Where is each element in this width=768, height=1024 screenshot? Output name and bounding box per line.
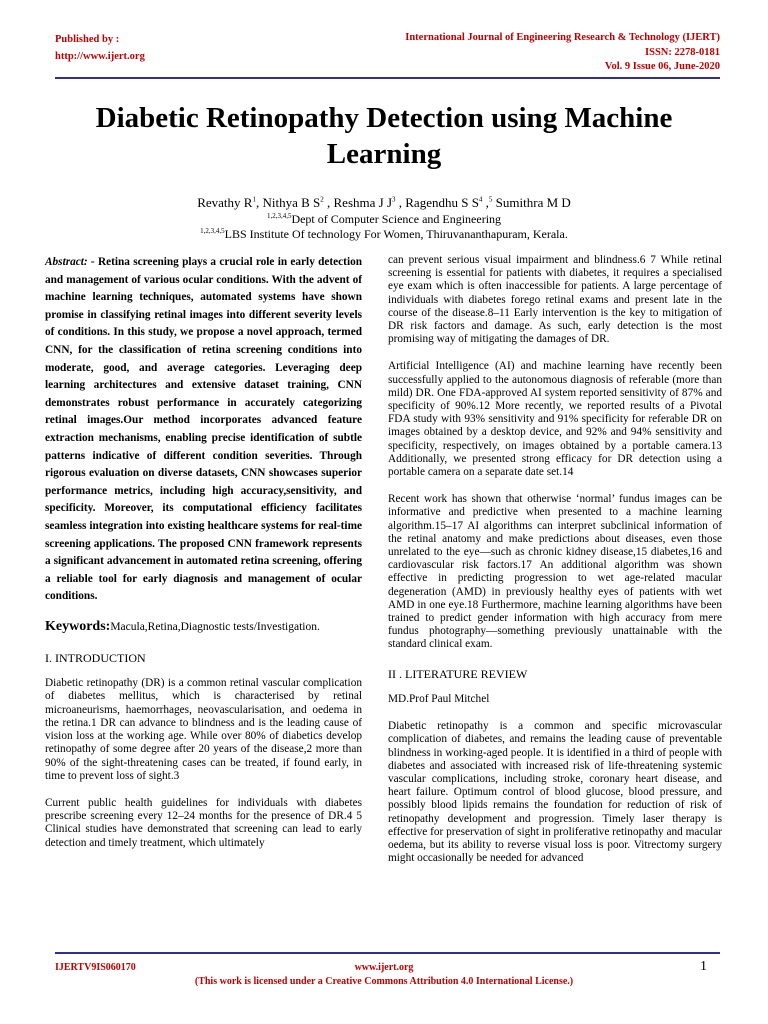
author-superscript: 1 — [252, 195, 256, 204]
author-superscript: 5 — [488, 195, 493, 204]
author-name: Revathy R — [197, 195, 253, 210]
intro-paragraph: Current public health guidelines for individuals with diabetes prescribe screening every 12–24 months for the presence of DR.4 5 Clinical studies have demonstrated that screening can lead to early detection and timely treatment, which ultimately — [45, 796, 362, 849]
affiliation-superscript: 1,2,3,4,5 — [200, 227, 225, 235]
affiliation-department — [0, 212, 768, 227]
author-separator: , — [482, 195, 489, 210]
affiliation-text: LBS Institute Of technology For Women, Thiruvananthapuram, Kerala. — [224, 227, 568, 241]
issn: ISSN: 2278-0181 — [645, 46, 720, 58]
keywords — [45, 620, 362, 634]
abstract-label: Abstract: - — [45, 256, 95, 268]
author-superscript: 2 — [320, 195, 324, 204]
keywords-label: Keywords: — [45, 618, 111, 634]
body-paragraph: can prevent serious visual impairment and blindness.6 7 While retinal screening is essential for patients with diabetes, it requires a specialised eye exam which is often inaccessible for patients. A large percentage of individuals with diabetes forego retinal exams and present late in the course of the disease.8–11 Early intervention is the key to mitigation of DR risk factors and damage. As such, early detection is the most promising way of mitigating the damages of DR. — [388, 254, 722, 346]
journal-url-link[interactable]: http://www.ijert.org — [55, 51, 145, 62]
paper-title: Diabetic Retinopathy Detection using Machine Learning — [95, 102, 673, 170]
abstract-text: Retina screening plays a crucial role in early detection and management of various ocular conditions. With the advent of machine learning techniques, automated systems have shown promise in classifying retinal images into different severity levels of conditions. In this study, we propose a novel approach, termed CNN, for the classification of retina screening conditions into moderate, good, and average categories. Leveraging deep learning architectures and extensive dataset training, CNN demonstrates robust performance in accurately categorizing retinal images.Our method incorporates advanced feature extraction mechanisms, enabling precise identification of subtle patterns indicative of different condition severities. Through rigorous evaluation on diverse datasets, CNN showcases superior performance metrics, including high accuracy,sensitivity, and specificity. Moreover, its computational efficiency facilitates seamless integration into existing healthcare systems for real-time screening applications. The proposed CNN framework represents a significant advancement in automated retina screening, offering a reliable tool for early diagnosis and management of ocular conditions. — [45, 256, 363, 603]
license-notice: (This work is licensed under a Creative Commons Attribution 4.0 International License.) — [194, 976, 574, 987]
intro-paragraph: Diabetic retinopathy (DR) is a common retinal vascular complication of diabetes mellitus, which is characterised by retinal microaneurisms, haemorrhages, neovascularisation, and oedema in the retina.1 DR can advance to blindness and is the leading cause of vision loss at the working age. While over 80% of diabetics develop retinopathy of some degree after 20 years of the disease,2 more than 90% of the sight-threatening cases can be treated, if found early, in time to prevent loss of sight.3 — [45, 677, 362, 782]
volume-issue: Vol. 9 Issue 06, June-2020 — [604, 61, 720, 72]
footer-url-link[interactable]: www.ijert.org — [354, 962, 414, 973]
right-column — [388, 254, 722, 948]
author-list — [0, 195, 768, 211]
keywords-text: Macula,Retina,Diagnostic tests/Investigation. — [110, 620, 320, 633]
published-by-label: Published by : — [55, 34, 120, 45]
abstract — [45, 254, 362, 606]
author-superscript: 3 — [392, 195, 396, 204]
header-divider — [55, 77, 720, 79]
author-name: , Ragendhu S S — [395, 195, 479, 210]
author-superscript: 4 — [478, 195, 483, 204]
left-column — [45, 254, 362, 850]
paper-id: IJERTV9IS060170 — [55, 962, 136, 973]
journal-name: International Journal of Engineering Research & Technology (IJERT) — [405, 32, 720, 43]
affiliation-superscript: 1,2,3,4,5 — [266, 212, 292, 220]
body-paragraph: Recent work has shown that otherwise ‘normal’ fundus images can be informative and predictive when presented to a machine learning algorithm.15–17 AI algorithms can interpret subclinical information of the retinal anatomy and make predictions about diseases, even those unrelated to the eye—such as chronic kidney disease,15 diabetes,16 and cardiovascular risk factors.17 An additional algorithm was shown effective in predicting progression to wet age-related macular degeneration (AMD) in previously healthy eyes of patients with wet AMD in one eye.18 Furthermore, machine learning algorithms have been trained to predict gender information with high accuracy from mere fundus photography—something previously unattainable with the standard clinical exam. — [388, 493, 722, 651]
section-heading-introduction: I. INTRODUCTION — [45, 651, 146, 666]
body-paragraph: Artificial Intelligence (AI) and machine learning have recently been successfully applied to the autonomous diagnosis of referable (more than mild) DR. One FDA-approved AI system reported sensitivity of 87% and specificity of 90%.12 More recently, we reported results of a Pivotal FDA study with 93% sensitivity and 91% specificity for referable DR on images obtained by a desktop device, and 92% and 94% sensitivity and specificity, respectively, on images obtained by a portable camera.13 Additionally, we presented strong efficacy for DR detection using a portable camera on a separate date set.14 — [388, 360, 722, 479]
literature-author: MD.Prof Paul Mitchel — [388, 692, 490, 705]
page-number: 1 — [700, 959, 707, 974]
header-right — [405, 31, 720, 75]
affiliation-text: Dept of Computer Science and Engineering — [291, 212, 502, 226]
section-heading-literature-review: II . LITERATURE REVIEW — [388, 666, 528, 681]
author-name: , Reshma J J — [323, 195, 392, 210]
body-paragraph: Diabetic retinopathy is a common and specific microvascular complication of diabetes, and remains the leading cause of preventable blindness in working-aged people. It is identified in a third of people with diabetes and associated with increased risk of life-threatening systemic vascular complications, including stroke, coronary heart disease, and heart failure. Optimum control of blood glucose, blood pressure, and possibly blood lipids remains the foundation for reduction of risk of retinopathy development and progression. Timely laser therapy is effective for preservation of sight in proliferative retinopathy and macular oedema, but its ability to reverse visual loss is poor. Vitrectomy surgery might occasionally be needed for advanced — [388, 720, 722, 865]
affiliation-institute — [0, 227, 768, 242]
author-name: Sumithra M D — [492, 195, 571, 210]
author-name: , Nithya B S — [255, 195, 321, 210]
footer-divider — [55, 952, 720, 954]
header-left — [55, 31, 145, 65]
